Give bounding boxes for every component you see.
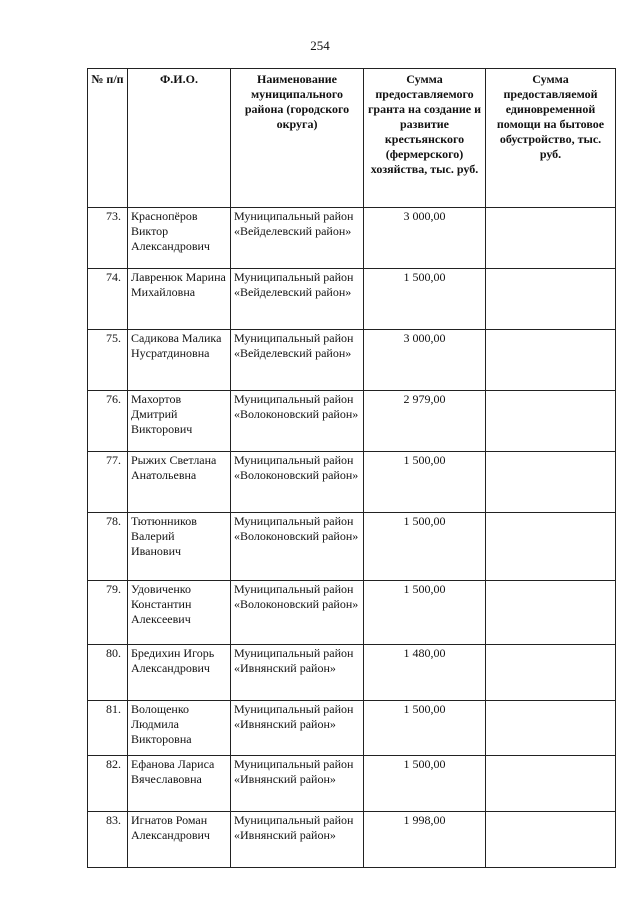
row-number-cell: 83. — [88, 812, 128, 868]
grant-sum-cell: 3 000,00 — [364, 330, 486, 391]
table-row — [88, 812, 616, 868]
district-cell: Муниципальный район «Ивнянский район» — [231, 645, 364, 701]
aid-sum-cell — [486, 645, 616, 701]
grant-sum-cell: 1 500,00 — [364, 452, 486, 513]
header-row — [88, 69, 616, 208]
table-row — [88, 452, 616, 513]
recipient-name-cell: Волощенко Людмила Викторовна — [128, 701, 231, 756]
aid-sum-cell — [486, 269, 616, 330]
aid-sum-cell — [486, 513, 616, 581]
recipient-name-cell: Игнатов Роман Александрович — [128, 812, 231, 868]
grant-sum-cell: 1 500,00 — [364, 269, 486, 330]
district-cell: Муниципальный район «Волоконовский район» — [231, 452, 364, 513]
table-row — [88, 330, 616, 391]
grant-sum-cell: 1 500,00 — [364, 756, 486, 812]
recipient-name-cell: Махортов Дмитрий Викторович — [128, 391, 231, 452]
row-number-cell: 82. — [88, 756, 128, 812]
row-number-cell: 73. — [88, 208, 128, 269]
table-row — [88, 645, 616, 701]
table-row — [88, 581, 616, 645]
page-number: 254 — [310, 38, 330, 53]
header-name: Ф.И.О. — [128, 69, 231, 208]
recipient-name-cell: Садикова Малика Нусратдиновна — [128, 330, 231, 391]
recipient-name-cell: Краснопёров Виктор Александрович — [128, 208, 231, 269]
recipient-name-cell: Лавренюк Марина Михайловна — [128, 269, 231, 330]
grant-sum-cell: 1 500,00 — [364, 581, 486, 645]
grant-sum-cell: 1 480,00 — [364, 645, 486, 701]
table-row — [88, 756, 616, 812]
aid-sum-cell — [486, 756, 616, 812]
row-number-cell: 78. — [88, 513, 128, 581]
table-row — [88, 513, 616, 581]
header-aid: Сумма предоставляемой единовременной помощи на бытовое обустройство, тыс. руб. — [486, 69, 616, 208]
recipient-name-cell: Бредихин Игорь Александрович — [128, 645, 231, 701]
aid-sum-cell — [486, 812, 616, 868]
aid-sum-cell — [486, 452, 616, 513]
district-cell: Муниципальный район «Ивнянский район» — [231, 756, 364, 812]
recipient-name-cell: Удовиченко Константин Алексеевич — [128, 581, 231, 645]
row-number-cell: 81. — [88, 701, 128, 756]
district-cell: Муниципальный район «Вейделевский район» — [231, 269, 364, 330]
grant-sum-cell: 3 000,00 — [364, 208, 486, 269]
row-number-cell: 75. — [88, 330, 128, 391]
grant-sum-cell: 1 998,00 — [364, 812, 486, 868]
table-row — [88, 701, 616, 756]
aid-sum-cell — [486, 330, 616, 391]
table-row — [88, 208, 616, 269]
table-row — [88, 269, 616, 330]
row-number-cell: 74. — [88, 269, 128, 330]
aid-sum-cell — [486, 581, 616, 645]
district-cell: Муниципальный район «Вейделевский район» — [231, 208, 364, 269]
district-cell: Муниципальный район «Волоконовский район» — [231, 513, 364, 581]
aid-sum-cell — [486, 391, 616, 452]
header-num: № п/п — [88, 69, 128, 208]
recipient-name-cell: Рыжих Светлана Анатольевна — [128, 452, 231, 513]
district-cell: Муниципальный район «Волоконовский район» — [231, 391, 364, 452]
grant-sum-cell: 1 500,00 — [364, 701, 486, 756]
row-number-cell: 77. — [88, 452, 128, 513]
district-cell: Муниципальный район «Ивнянский район» — [231, 812, 364, 868]
grant-sum-cell: 1 500,00 — [364, 513, 486, 581]
recipient-name-cell: Тютюнников Валерий Иванович — [128, 513, 231, 581]
header-district: Наименование муниципального района (городского округа) — [231, 69, 364, 208]
recipient-name-cell: Ефанова Лариса Вячеславовна — [128, 756, 231, 812]
district-cell: Муниципальный район «Волоконовский район» — [231, 581, 364, 645]
district-cell: Муниципальный район «Вейделевский район» — [231, 330, 364, 391]
row-number-cell: 79. — [88, 581, 128, 645]
row-number-cell: 80. — [88, 645, 128, 701]
header-grant: Сумма предоставляемого гранта на создание и развитие крестьянского (фермерского) хозяйства, тыс. руб. — [364, 69, 486, 208]
aid-sum-cell — [486, 208, 616, 269]
district-cell: Муниципальный район «Ивнянский район» — [231, 701, 364, 756]
grant-sum-cell: 2 979,00 — [364, 391, 486, 452]
grants-table — [87, 68, 616, 868]
aid-sum-cell — [486, 701, 616, 756]
row-number-cell: 76. — [88, 391, 128, 452]
table-row — [88, 391, 616, 452]
